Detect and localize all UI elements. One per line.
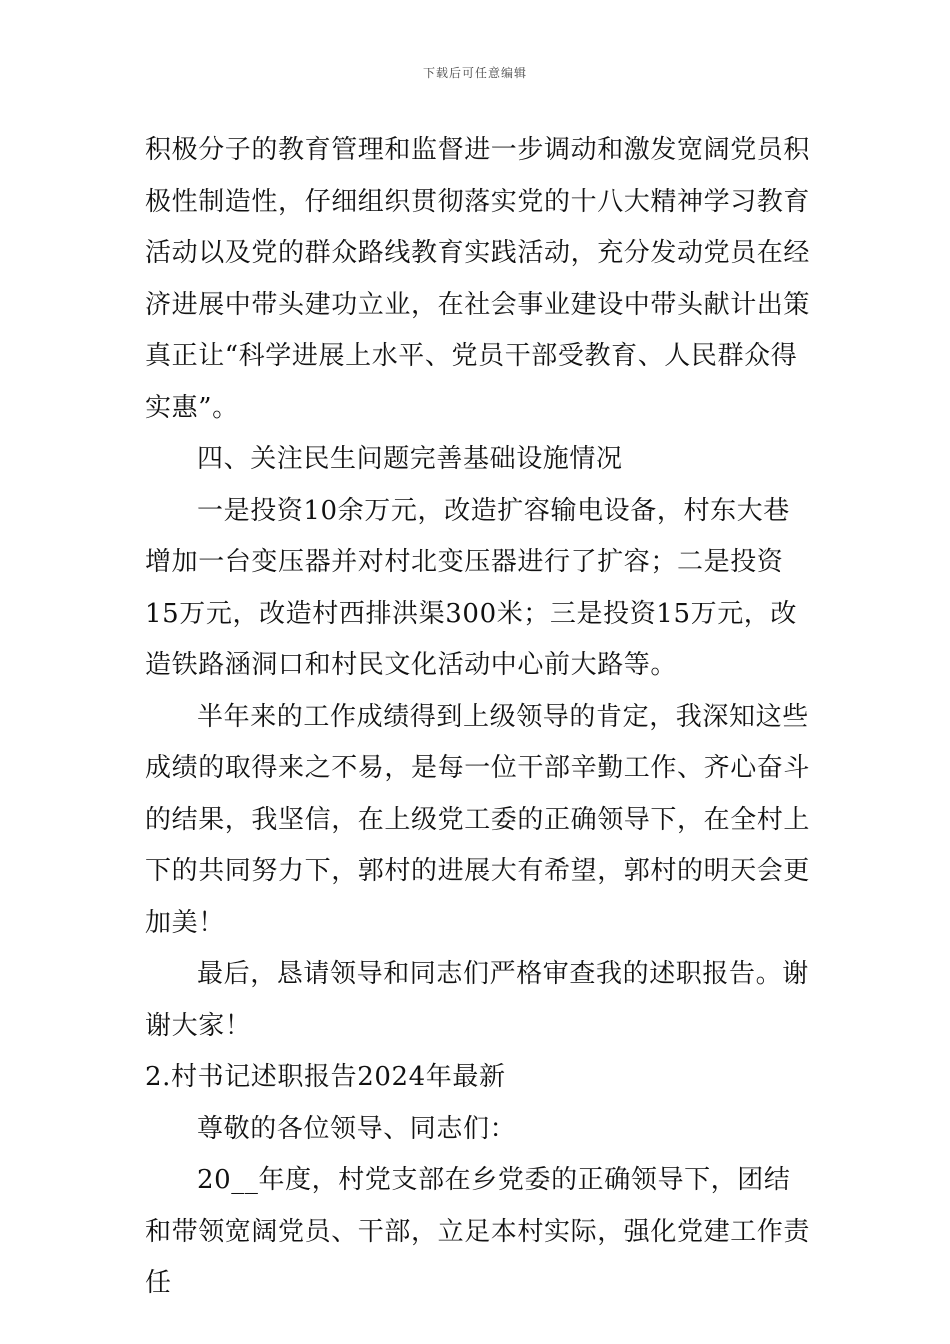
paragraph-half-year-achievements: 半年来的工作成绩得到上级领导的肯定，我深知这些成绩的取得来之不易，是每一位干部辛勤工作、齐心奋斗的结果，我坚信，在上级党工委的正确领导下，在全村上下的共同努力下，郭村的进展大有希望，郭村的明天会更加美！ — [145, 701, 811, 938]
paragraph-party-activists: 积极分子的教育管理和监督进一步调动和激发宽阔党员积极性制造性，仔细组织贯彻落实党的十八大精神学习教育活动以及党的群众路线教育实践活动，充分发动党员在经济进展中带头建功立业，在社会事业建设中带头献计出策真正让“科学进展上水平、党员干部受教育、人民群众得实惠”。 — [145, 135, 811, 423]
paragraph-infrastructure-investments: 一是投资10余万元，改造扩容输电设备，村东大巷增加一台变压器并对村北变压器进行了扩容；二是投资15万元，改造村西排洪渠300米；三是投资15万元，改造铁路涵洞口和村民文化活动中心前大路等。 — [145, 495, 797, 680]
paragraph-closing-thanks: 最后，恳请领导和同志们严格审查我的述职报告。谢谢大家！ — [145, 959, 809, 1041]
section-heading-livelihood: 四、关注民生问题完善基础设施情况 — [197, 444, 623, 474]
header-note: 下载后可任意编辑 — [422, 66, 527, 80]
salutation: 尊敬的各位领导、同志们： — [197, 1113, 517, 1144]
paragraph-annual-summary: 20__年度，村党支部在乡党委的正确领导下，团结和带领宽阔党员、干部，立足本村实际，强化党建工作责任 — [145, 1165, 811, 1298]
document-body — [145, 125, 810, 1310]
report-title-2: 2.村书记述职报告2024年最新 — [145, 1062, 506, 1092]
